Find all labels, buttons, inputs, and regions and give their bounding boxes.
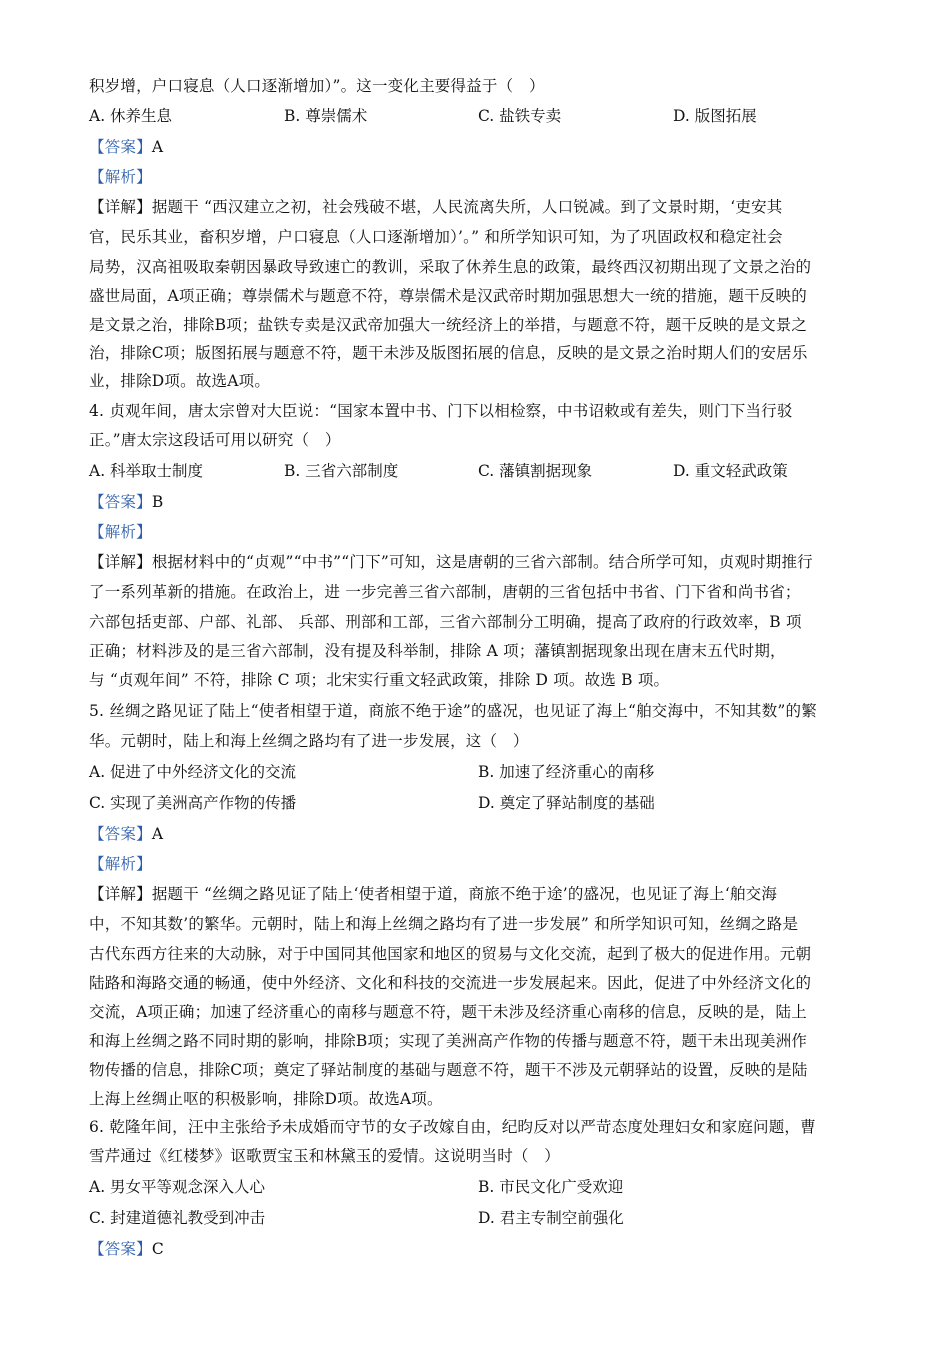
q3-detail-line: 【详解】据题干 “西汉建立之初，社会残破不堪，人民流离失所，人口锐减。到了文景时期，‘吏安其 [89,198,783,216]
q4-detail-line: 六部包括吏部、户部、礼部、 兵部、刑部和工部，三省六部制分工明确，提高了政府的行政效率，B 项 [89,613,802,631]
detail-tag: 【详解】 [89,885,152,903]
q5-option-d: D. 奠定了驿站制度的基础 [478,794,655,812]
q5-option-b: B. 加速了经济重心的南移 [478,763,655,781]
q5-detail-line: 古代东西方往来的大动脉，对于中国同其他国家和地区的贸易与文化交流，起到了极大的促进作用。元朝 [89,945,812,963]
q5-detail-line: 和海上丝绸之路不同时期的影响，排除B项；实现了美洲高产作物的传播与题意不符，题干未出现美洲作 [89,1032,808,1050]
q5-detail-line: 交流，A项正确；加速了经济重心的南移与题意不符，题干未涉及经济重心南移的信息，反映的是，陆上 [89,1003,807,1021]
q3-option-c: C. 盐铁专卖 [478,107,562,125]
q6-option-a: A. 男女平等观念深入人心 [89,1178,266,1196]
q3-detail-line: 盛世局面，A项正确；尊崇儒术与题意不符，尊崇儒术是汉武帝时期加强思想大一统的措施，题干反映的 [89,287,807,305]
q3-stem-end: 积岁增，户口寝息（人口逐渐增加）”。这一变化主要得益于（ ） [89,77,545,95]
detail-tag: 【详解】 [89,553,152,571]
q4-option-b: B. 三省六部制度 [284,462,399,480]
q6-option-c: C. 封建道德礼教受到冲击 [89,1209,266,1227]
q5-stem: 5. 丝绸之路见证了陆上“使者相望于道，商旅不绝于途”的盛况，也见证了海上“舶交海中，不知其数”的繁 [89,702,817,720]
q4-option-d: D. 重文轻武政策 [673,462,788,480]
q5-stem: 华。元朝时，陆上和海上丝绸之路均有了进一步发展，这（ ） [89,732,529,750]
q3-answer-value: A [151,138,164,156]
q5-answer-value: A [151,825,164,843]
q3-option-b: B. 尊崇儒术 [284,107,368,125]
q4-detail-line: 【详解】根据材料中的“贞观”“中书”“门下”可知，这是唐朝的三省六部制。结合所学可知，贞观时期推行 [89,553,813,571]
answer-tag: 【答案】 [89,138,152,156]
q5-answer [89,824,163,844]
q6-stem: 雪芹通过《红楼梦》讴歌贾宝玉和林黛玉的爱情。这说明当时（ ） [89,1147,561,1165]
q4-stem: 4. 贞观年间，唐太宗曾对大臣说：“国家本置中书、门下以相检察，中书诏敕或有差失，则门下当行驳 [89,402,793,420]
answer-tag: 【答案】 [89,825,152,843]
q4-detail-line: 了一系列革新的措施。在政治上，进 一步完善三省六部制，唐朝的三省包括中书省、门下省和尚书省； [89,583,801,601]
q5-detail-line: 【详解】据题干 “丝绸之路见证了陆上‘使者相望于道，商旅不绝于途’的盛况，也见证了海上‘舶交海 [89,885,778,903]
q3-detail-line: 局势，汉高祖吸取秦朝因暴政导致速亡的教训，采取了休养生息的政策，最终西汉初期出现了文景之治的 [89,258,812,276]
q3-answer [89,137,163,157]
q5-option-c: C. 实现了美洲高产作物的传播 [89,794,297,812]
q5-detail-line: 上海上丝绸止呕的积极影响，排除D项。故选A项。 [89,1090,443,1108]
q4-answer [89,492,163,512]
analysis-tag: 解析 [104,168,137,186]
q4-detail-line: 与 “贞观年间” 不符，排除 C 项；北宋实行重文轻武政策，排除 D 项。故选 B 项。 [89,671,670,689]
q4-detail-line: 正确；材料涉及的是三省六部制，没有提及科举制，排除 A 项；藩镇割据现象出现在唐末五代时期， [89,642,786,660]
q5-detail-line: 物传播的信息，排除C项；奠定了驿站制度的基础与题意不符，题干不涉及元朝驿站的设置，反映的是陆 [89,1061,808,1079]
q4-option-c: C. 藩镇割据现象 [478,462,593,480]
q4-analysis: 【解析】 [89,523,152,541]
q5-option-a: A. 促进了中外经济文化的交流 [89,763,297,781]
q4-stem: 正。”唐太宗这段话可用以研究（ ） [89,431,341,449]
q6-answer [89,1239,164,1259]
q3-detail-line: 官，民乐其业，畜积岁增，户口寝息（人口逐渐增加）’。” 和所学知识可知，为了巩固政权和稳定社会 [89,228,783,246]
q4-option-a: A. 科举取士制度 [89,462,204,480]
q6-stem: 6. 乾隆年间，汪中主张给予未成婚而守节的女子改嫁自由，纪昀反对以严苛态度处理妇女和家庭问题，曹 [89,1118,816,1136]
q6-answer-value: C [151,1240,164,1258]
q6-option-b: B. 市民文化广受欢迎 [478,1178,624,1196]
q3-detail-line: 是文景之治，排除B项；盐铁专卖是汉武帝加强大一统经济上的举措，与题意不符，题干反映的是文景之 [89,316,808,334]
q3-option-a: A. 休养生息 [89,107,173,125]
q3-detail-line: 业，排除D项。故选A项。 [89,372,271,390]
analysis-tag: 解析 [104,523,137,541]
answer-tag: 【答案】 [89,1240,152,1258]
analysis-tag: 解析 [104,855,137,873]
q3-detail-line: 治，排除C项；版图拓展与题意不符，题干未涉及版图拓展的信息，反映的是文景之治时期人们的安居乐 [89,344,808,362]
q5-analysis: 【解析】 [89,855,152,873]
answer-tag: 【答案】 [89,493,152,511]
q6-option-d: D. 君主专制空前强化 [478,1209,624,1227]
q5-detail-line: 陆路和海路交通的畅通，使中外经济、文化和科技的交流进一步发展起来。因此，促进了中外经济文化的 [89,974,812,992]
detail-tag: 【详解】 [89,198,152,216]
q3-analysis: 【解析】 [89,168,152,186]
q3-option-d: D. 版图拓展 [673,107,757,125]
q5-detail-line: 中，不知其数’的繁华。元朝时，陆上和海上丝绸之路均有了进一步发展” 和所学知识可知，丝绸之路是 [89,915,799,933]
q4-answer-value: B [151,493,164,511]
